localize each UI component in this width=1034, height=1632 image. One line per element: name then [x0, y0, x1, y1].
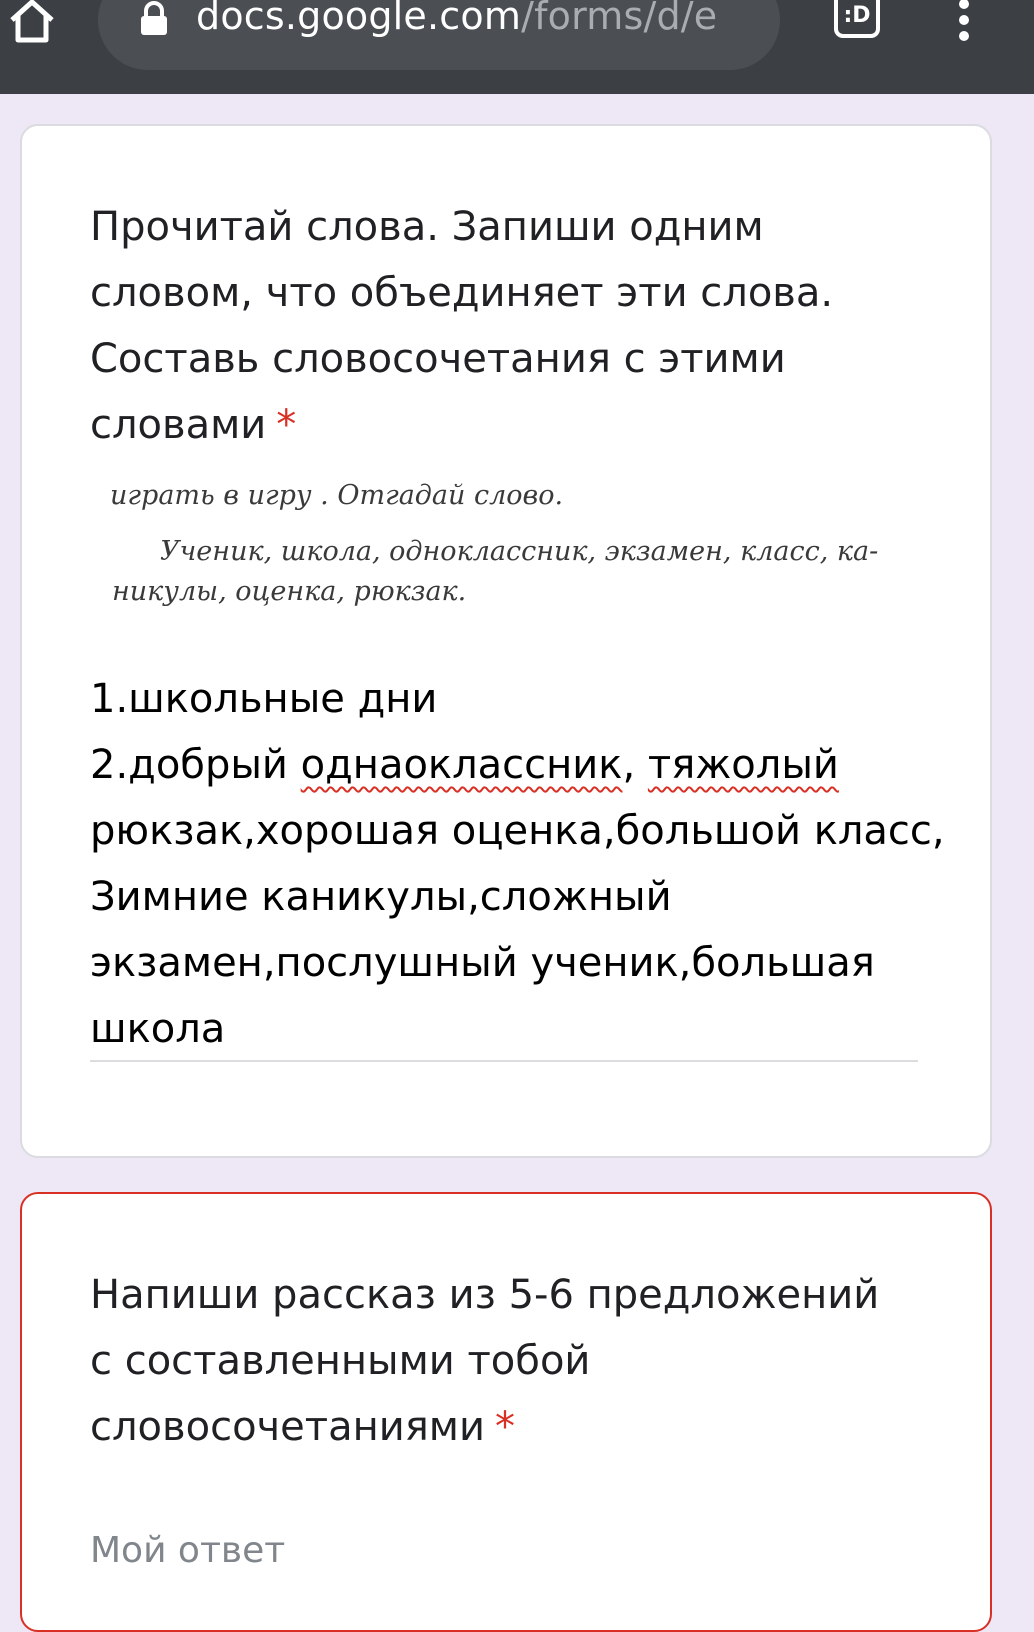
answer-underline	[90, 1060, 918, 1062]
required-asterisk: *	[494, 1404, 515, 1450]
answer-text: ,	[622, 742, 648, 788]
home-icon[interactable]	[4, 0, 60, 48]
question-image	[110, 480, 930, 616]
answer-line: 1.школьные дни	[90, 676, 438, 722]
answer-line: школа	[90, 1006, 226, 1052]
misspelled-word: однаоклассник	[300, 742, 623, 788]
address-bar[interactable]	[98, 0, 780, 70]
answer-line: рюкзак,хорошая оценка,большой класс,	[90, 808, 945, 854]
misspelled-word: тяжолый	[647, 742, 839, 788]
image-cut-line-text: играть в игру . Отгадай слово.	[110, 480, 564, 511]
answer-line	[90, 732, 930, 798]
required-asterisk: *	[276, 402, 297, 448]
image-text-line: никулы, оценка, рюкзак.	[112, 576, 467, 607]
url-domain: docs.google.com	[196, 0, 522, 38]
question-title-text: Прочитай слова. Запиши одним словом, что объединяет эти слова. Составь словосочетания с этими словами	[90, 204, 834, 448]
answer-text: 2.добрый	[90, 742, 301, 788]
image-cut-line	[110, 480, 570, 520]
tab-switcher-button[interactable]	[834, 0, 880, 38]
url-path: /forms/d/e	[521, 0, 718, 38]
question-card-1	[20, 124, 992, 1158]
browser-toolbar	[0, 0, 1034, 94]
answer-textarea[interactable]	[90, 666, 945, 1062]
question-title-text: Напиши рассказ из 5-6 предложений с составленными тобой словосочетаниями	[90, 1272, 880, 1450]
url-text[interactable]	[196, 0, 717, 38]
tab-count: :D	[843, 2, 871, 28]
image-text-line: Ученик, школа, одноклассник, экзамен, класс, ка-	[160, 536, 879, 567]
lock-icon	[138, 2, 170, 36]
answer-line: Зимние каникулы,сложный	[90, 874, 672, 920]
question-title	[90, 194, 910, 458]
question-card-2	[20, 1192, 992, 1632]
more-vert-icon[interactable]	[954, 0, 974, 44]
answer-line: экзамен,послушный ученик,большая	[90, 940, 875, 986]
answer-input[interactable]: Мой ответ	[90, 1530, 286, 1571]
question-title	[90, 1262, 910, 1460]
